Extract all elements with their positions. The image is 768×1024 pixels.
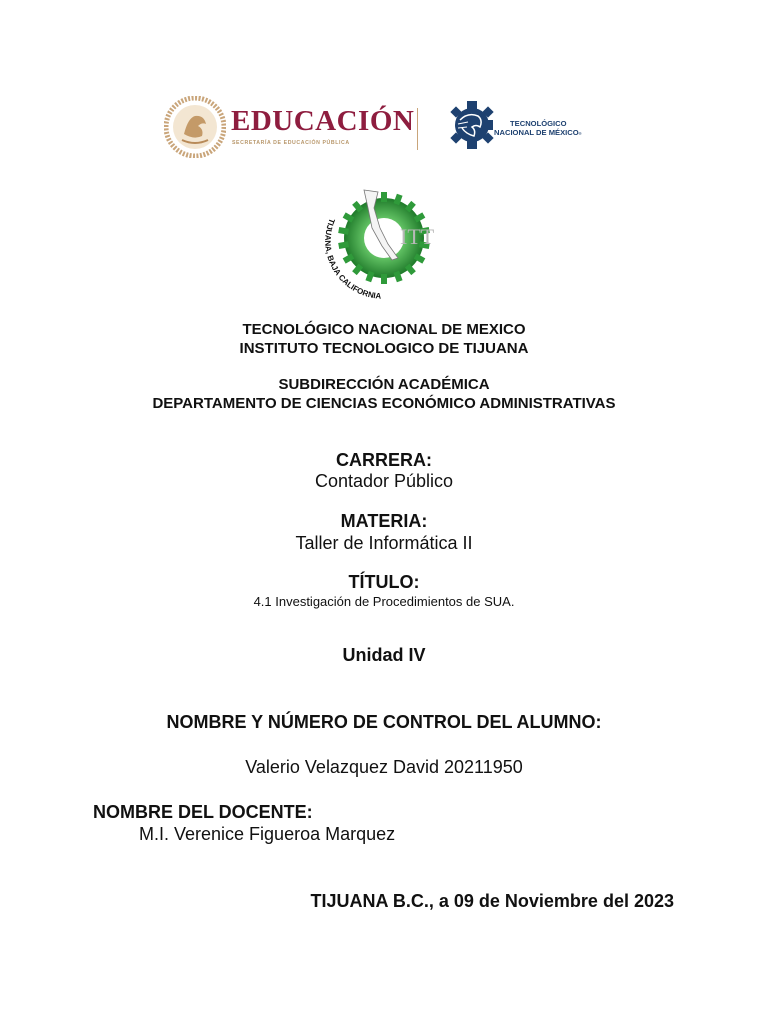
materia-value: Taller de Informática II (295, 533, 473, 553)
unidad-label: Unidad IV (342, 645, 426, 665)
sep-seal-icon (164, 96, 226, 158)
institution-line-3: SUBDIRECCIÓN ACADÉMICA (278, 376, 490, 393)
titulo-value: 4.1 Investigación de Procedimientos de SUA. (253, 594, 515, 609)
carrera-value: Contador Público (314, 471, 454, 491)
logo-divider (417, 108, 418, 150)
tecnm-logo-text (494, 119, 582, 138)
tecnm-line1: TECNOLÓGICO (510, 119, 567, 128)
itt-logo-icon (316, 184, 452, 300)
sep-logo-word: EDUCACIÓN (231, 105, 415, 137)
titulo-label: TÍTULO: (348, 572, 420, 592)
itt-initials: ITT (400, 224, 435, 249)
alumno-value: Valerio Velazquez David 20211950 (245, 757, 523, 777)
alumno-label: NOMBRE Y NÚMERO DE CONTROL DEL ALUMNO: (166, 712, 602, 732)
docente-value: M.I. Verenice Figueroa Marquez (139, 824, 396, 844)
carrera-label: CARRERA: (336, 450, 432, 470)
sep-logo-subtitle: SECRETARÍA DE EDUCACIÓN PÚBLICA (232, 140, 350, 146)
institution-line-4: DEPARTAMENTO DE CIENCIAS ECONÓMICO ADMINISTRATIVAS (152, 395, 616, 412)
institution-line-1: TECNOLÓGICO NACIONAL DE MEXICO (242, 321, 526, 338)
svg-text:TIJUANA, BAJA CALIFORNIA: TIJUANA, BAJA CALIFORNIA (323, 217, 382, 300)
tecnm-line2: NACIONAL DE MÉXICO (494, 128, 579, 137)
tecnm-gear-icon (450, 100, 494, 150)
institution-line-2: INSTITUTO TECNOLOGICO DE TIJUANA (239, 340, 529, 357)
docente-label: NOMBRE DEL DOCENTE: (93, 802, 313, 822)
materia-label: MATERIA: (340, 511, 428, 531)
registered-mark: ® (578, 131, 582, 136)
date-line: TIJUANA B.C., a 09 de Noviembre del 2023 (310, 891, 674, 911)
